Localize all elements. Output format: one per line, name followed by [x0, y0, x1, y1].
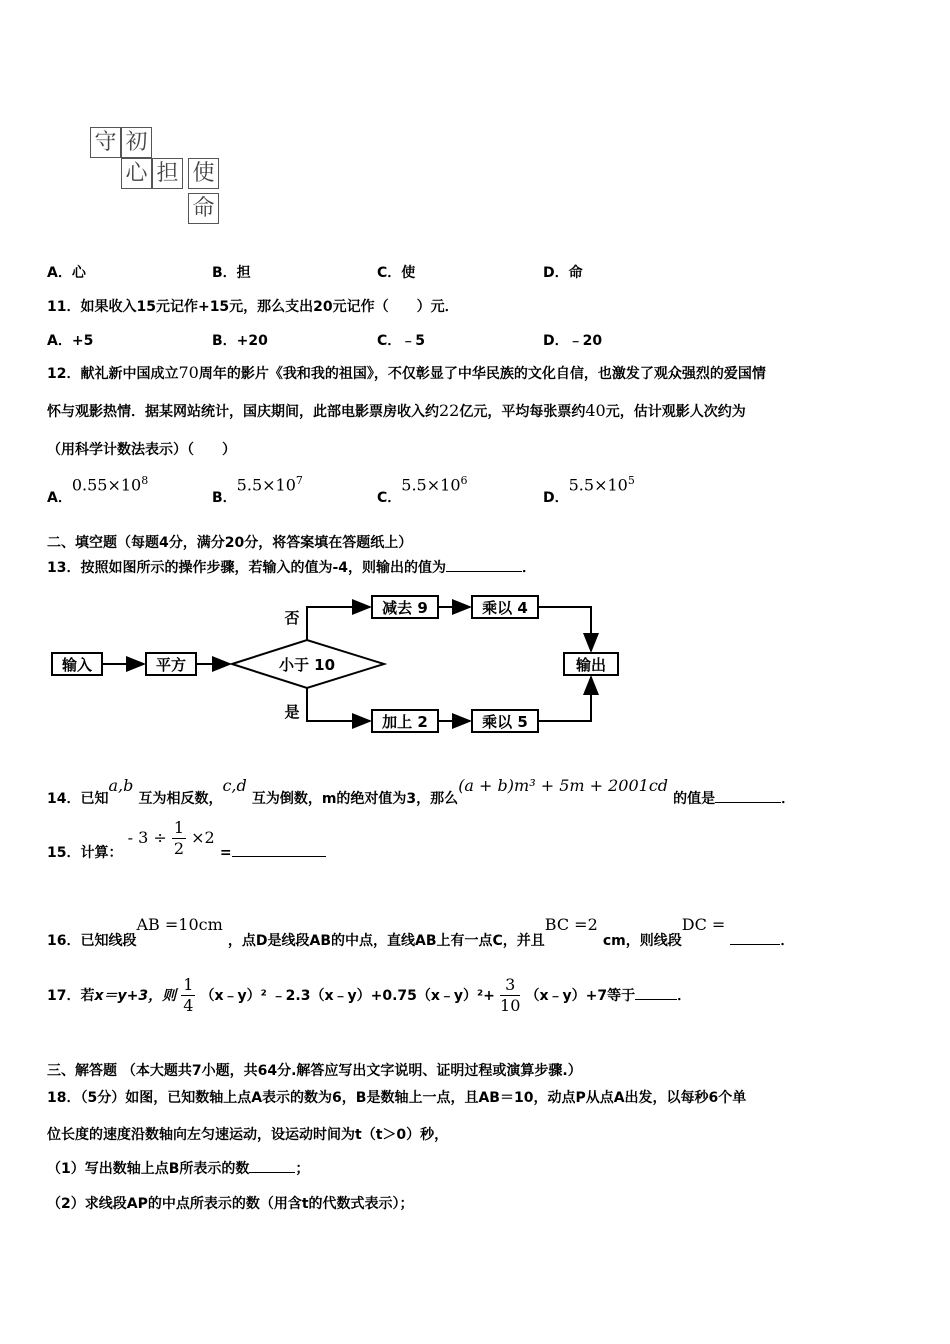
q17: 17．若x＝y+3，则 $\frac{1}{4}$ （x﹣y）² ﹣2.3（x﹣y）+0.75（x﹣y）²+ $\frac{3}{10}$ （x﹣y）+7等于 ．: [47, 975, 692, 1015]
flow-square-label: 平方: [155, 656, 187, 674]
q10-option-a: A．心: [47, 265, 86, 281]
flow-no-label: 否: [284, 609, 300, 627]
net-cell: 命: [188, 193, 219, 224]
q10-option-b: B．担: [212, 265, 251, 281]
q18-part2: （2）求线段AP的中点所表示的数（用含t的代数式表示）；: [47, 1196, 414, 1212]
q11-option-c: C．﹣5: [377, 333, 426, 349]
q11-stem: 11．如果收入15元记作+15元，那么支出20元记作（ ）元．: [47, 299, 459, 315]
section3-heading: 三、解答题 （本大题共7小题，共64分.解答应写出文字说明、证明过程或演算步骤.）: [47, 1063, 582, 1079]
q12-line1: 12．献礼新中国成立70周年的影片《我和我的祖国》，不仅彰显了中华民族的文化自信，也激发了观众强烈的爱国情: [47, 363, 766, 382]
net-cell: 初: [121, 127, 152, 158]
q14: 14．已知a,b 互为相反数，c,d 互为倒数，m的绝对值为3，那么(a + b)m³ + 5m + 2001cd 的值是 ．: [47, 776, 796, 807]
flow-mul4-label: 乘以 4: [482, 599, 528, 617]
q12-line2: 怀与观影热情．据某网站统计，国庆期间，此部电影票房收入约22亿元，平均每张票约40元，估计观影人次约为: [47, 401, 746, 420]
flow-output-label: 输出: [575, 656, 607, 674]
section2-heading: 二、填空题（每题4分，满分20分，将答案填在答题纸上）: [47, 535, 413, 551]
q13-stem: 13．按照如图所示的操作步骤，若输入的值为-4，则输出的值为 ．: [47, 557, 536, 577]
flow-input-label: 输入: [61, 656, 93, 674]
flow-condition-label: 小于 10: [278, 656, 336, 674]
net-cell: 心: [121, 158, 152, 189]
q18-part1: （1）写出数轴上点B所表示的数 ；: [47, 1158, 309, 1178]
q16: 16．已知线段AB =10cm ，点D是线段AB的中点，直线AB上有一点C，并且BC =2 cm，则线段DC = ．: [47, 915, 795, 949]
q18-line2: 位长度的速度沿数轴向左匀速运动，设运动时间为t（t＞0）秒，: [47, 1127, 449, 1143]
net-cell: 使: [188, 158, 219, 189]
q12-option-c: C．$5.5\times 10^6$: [377, 474, 468, 507]
q18-line1: 18．（5分）如图，已知数轴上点A表示的数为6，B是数轴上一点，且AB＝10，动点P从点A出发，以每秒6个单: [47, 1090, 747, 1106]
q12-line3: （用科学计数法表示）（ ）: [47, 442, 236, 458]
q15: 15．计算： - 3 ÷ $\frac{1}{2}$ ×2 =: [47, 832, 326, 873]
q10-option-c: C．使: [377, 265, 416, 281]
flow-add2-label: 加上 2: [382, 713, 428, 731]
q11-option-d: D．﹣20: [543, 333, 603, 349]
net-cell: 守: [90, 127, 121, 158]
q11-option-a: A．+5: [47, 333, 94, 349]
q12-option-b: B．$5.5\times 10^7$: [212, 474, 303, 507]
q12-option-a: A．$0.55\times 10^8$: [47, 474, 149, 507]
q10-option-d: D．命: [543, 265, 583, 281]
flowchart: [40, 585, 640, 745]
flow-mul5-label: 乘以 5: [482, 713, 528, 731]
flow-yes-label: 是: [284, 703, 300, 721]
net-cell: 担: [152, 158, 183, 189]
flow-sub9-label: 减去 9: [382, 599, 428, 617]
q11-option-b: B．+20: [212, 333, 268, 349]
q12-option-d: D．$5.5\times 10^5$: [543, 474, 635, 507]
